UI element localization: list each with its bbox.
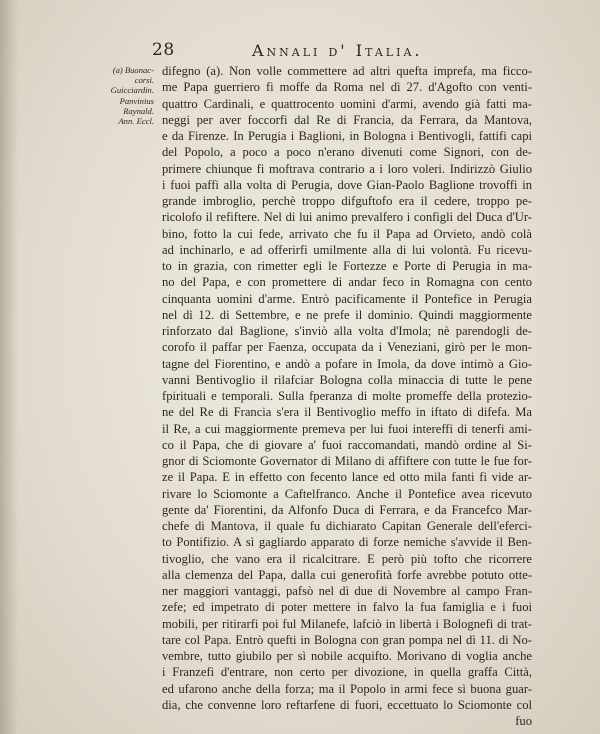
page-header: [152, 40, 492, 62]
text-line: tare col Papa. Entrò quefti in Bologna con gran pompa nel dì 11. di No-: [162, 632, 532, 647]
text-line: corofo il paffar per Faenza, occupata da i Veneziani, girò per le mon-: [162, 340, 532, 355]
margin-note: corsi.: [134, 75, 154, 86]
text-line: il Re, a cui maggiormente premeva per lui fuoi intereffi di tenerfi ami-: [162, 421, 532, 436]
text-line: to Pontifizio. A sì gagliardo apparato di forze nemiche s'avvide il Ben-: [162, 535, 532, 550]
text-line: difegno (a). Non volle commettere ad altri quefta imprefa, ma ficco-: [162, 64, 532, 78]
margin-note: Panvinius: [119, 95, 154, 106]
text-line: neggi per aver foccorfi dal Re di Francia, da Ferrara, da Mantova,: [162, 112, 532, 127]
text-line: i fuoi paffi alla volta di Perugia, dove Gian-Paolo Baglione trovoffi in: [162, 177, 532, 192]
text-line: e da Firenze. In Perugia i Baglioni, in Bologna i Bentivogli, fattifi capi: [162, 129, 532, 143]
text-line: ricolofo il refiftere. Nel di lui animo prevalfero i configli del Duca d'Ur-: [162, 210, 532, 225]
text-line: rivare lo Sciomonte a Caftelfranco. Anche il Pontefice avea ricevuto: [162, 486, 532, 501]
text-line: vanni Bentivoglio il rilafciar Bologna colla minaccia di tutte le pene: [162, 372, 532, 387]
text-line: ner maggiori vantaggi, pafsò nel dì due di Novembre al campo Fran-: [162, 584, 532, 598]
text-line: primere chiunque fi moftrava contrario a i loro voleri. Indirizzò Giulio: [162, 161, 532, 176]
text-line: dia, che convenne loro reftarfene di fuori, eccettuato lo Sciomonte col: [162, 697, 532, 712]
margin-note: Ann. Eccl.: [118, 116, 154, 127]
text-line: vembre, tutto giubilo per sì nobile acquifto. Morivano di voglia anche: [162, 649, 532, 663]
text-line: ad inchinarlo, e ad offerirfi umilmente alla di lui volontà. Fu ricevu-: [162, 242, 532, 257]
text-line: quattro Cardinali, e quattrocento uomini d'armi, avendo già fatti ma-: [162, 96, 532, 111]
text-line: me Papa guerriero fi moffe da Roma nel dì 27. d'Agofto con venti-: [162, 80, 532, 95]
text-line: alla clemenza del Papa, dalla cui generofità forfe avrebbe potuto otte-: [162, 567, 532, 582]
text-line: del Popolo, a poco a poco n'erano divenuti come Signori, con de-: [162, 145, 532, 160]
text-line: chefe di Mantova, il quale fu dichiarato Capitan Generale dell'eferci-: [162, 519, 532, 533]
running-head: Annali d' Italia.: [252, 41, 423, 60]
text-line: mobili, per ritirarfi poi ful Milanefe, lafciò in libertà i Bolognefi di trat-: [162, 616, 532, 631]
margin-note: Guicciardin.: [110, 85, 154, 96]
text-line: i Franzefi d'entrare, non certo per divozione, in quella graffa Città,: [162, 665, 532, 680]
margin-notes: [100, 65, 154, 126]
text-line: ze il Papa. E in effetto con fecento lance ed otto mila fanti fi vide ar-: [162, 470, 532, 485]
text-line: fuo: [515, 714, 532, 728]
page-number: 28: [152, 40, 175, 60]
text-line: zefe; ed impetrato di poter mettere in falvo la fua famiglia e i fuoi: [162, 600, 532, 615]
body-text: [162, 63, 532, 729]
text-line: ne del Re di Francia s'era il Bentivoglio meffo in iftato di difefa. Ma: [162, 405, 532, 420]
text-line: gente da' Fiorentini, da Alfonfo Duca di Ferrara, e da Francefco Mar-: [162, 502, 532, 517]
margin-note: Raynald.: [123, 105, 154, 116]
text-line: tivoglio, che vano era il ricalcitrare. E però più tofto che ricorrere: [162, 551, 532, 566]
text-line: nel dì 12. di Settembre, e ne prefe il dominio. Quindi maggiormente: [162, 307, 532, 322]
text-line: ed ufarono anche della forza; ma il Popolo in armi fece sì buona guar-: [162, 681, 532, 696]
text-line: gnor di Sciomonte Governator di Milano di affiftere con tutte le fue for-: [162, 454, 532, 468]
text-line: co il Papa, che di giovare a' fuoi raccomandati, mandò ordine al Si-: [162, 437, 532, 452]
text-line: rinforzato dal Baglione, s'inviò alla volta d'Imola; nè parendogli de-: [162, 324, 532, 338]
text-line: cinquanta uomini d'arme. Entrò pacificamente il Pontefice in Perugia: [162, 291, 532, 306]
text-line: to in grazia, con rimetter egli le Fortezze e Porte di Perugia in ma-: [162, 259, 532, 273]
text-line: fpirituali e temporali. Sulla fperanza di molte promeffe della protezio-: [162, 389, 532, 403]
text-line: tagne del Fiorentino, e andò a pofare in Imola, da dove intimò a Gio-: [162, 356, 532, 371]
binding-shadow: [0, 0, 18, 734]
text-line: grande imbroglio, perchè troppo difguftofo era il cedere, troppo pe-: [162, 194, 532, 208]
text-line: no del Papa, e con promettere di andar feco in Romagna con cento: [162, 275, 532, 290]
text-line: bino, fotto la cui fede, arrivato che fu il Papa ad Orvieto, andò colà: [162, 226, 532, 241]
margin-note: (a) Buonac-: [112, 65, 154, 75]
